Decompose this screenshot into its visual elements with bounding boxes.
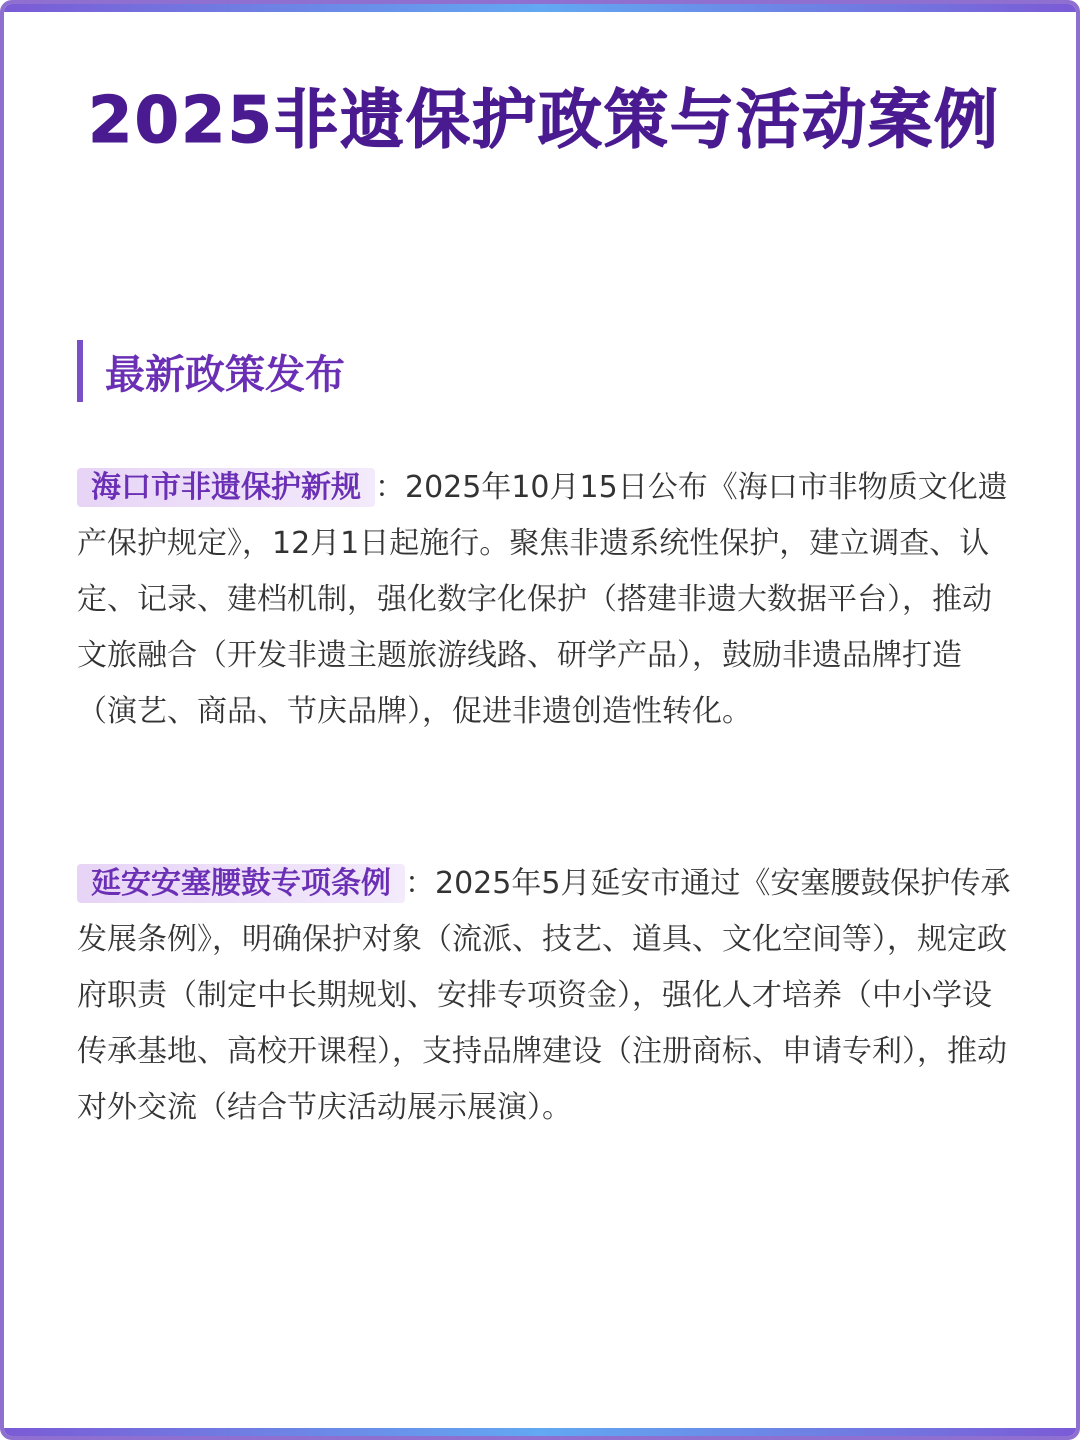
section-heading-label: 最新政策发布 [105,351,345,398]
policy-item-label: 海口市非遗保护新规 [77,468,375,507]
policy-item-text: ：2025年10月15日公布《海口市非物质文化遗产保护规定》，12月1日起施行。聚焦非遗系统性保护，建立调查、认定、记录、建档机制，强化数字化保护（搭建非遗大数据平台），推动文旅融合（开发非遗主题旅游线路、研学产品），鼓励非遗品牌打造（演艺、商品、节庆品牌），促进非遗创造性转化。 [77,470,1008,729]
policy-item-text: ：2025年5月延安市通过《安塞腰鼓保护传承发展条例》，明确保护对象（流派、技艺、道具、文化空间等），规定政府职责（制定中长期规划、安排专项资金），强化人才培养（中小学设传承基地、高校开课程），支持品牌建设（注册商标、申请专利），推动对外交流（结合节庆活动展示展演）。 [77,866,1011,1125]
page-title: 2025非遗保护政策与活动案例 [87,84,1001,158]
top-accent-bar [4,4,1076,12]
bottom-accent-bar [4,1428,1076,1436]
policy-item-haikou [77,460,1013,740]
policy-item-label: 延安安塞腰鼓专项条例 [77,864,405,903]
section-heading [77,340,345,402]
policy-item-ansai [77,856,1013,1136]
